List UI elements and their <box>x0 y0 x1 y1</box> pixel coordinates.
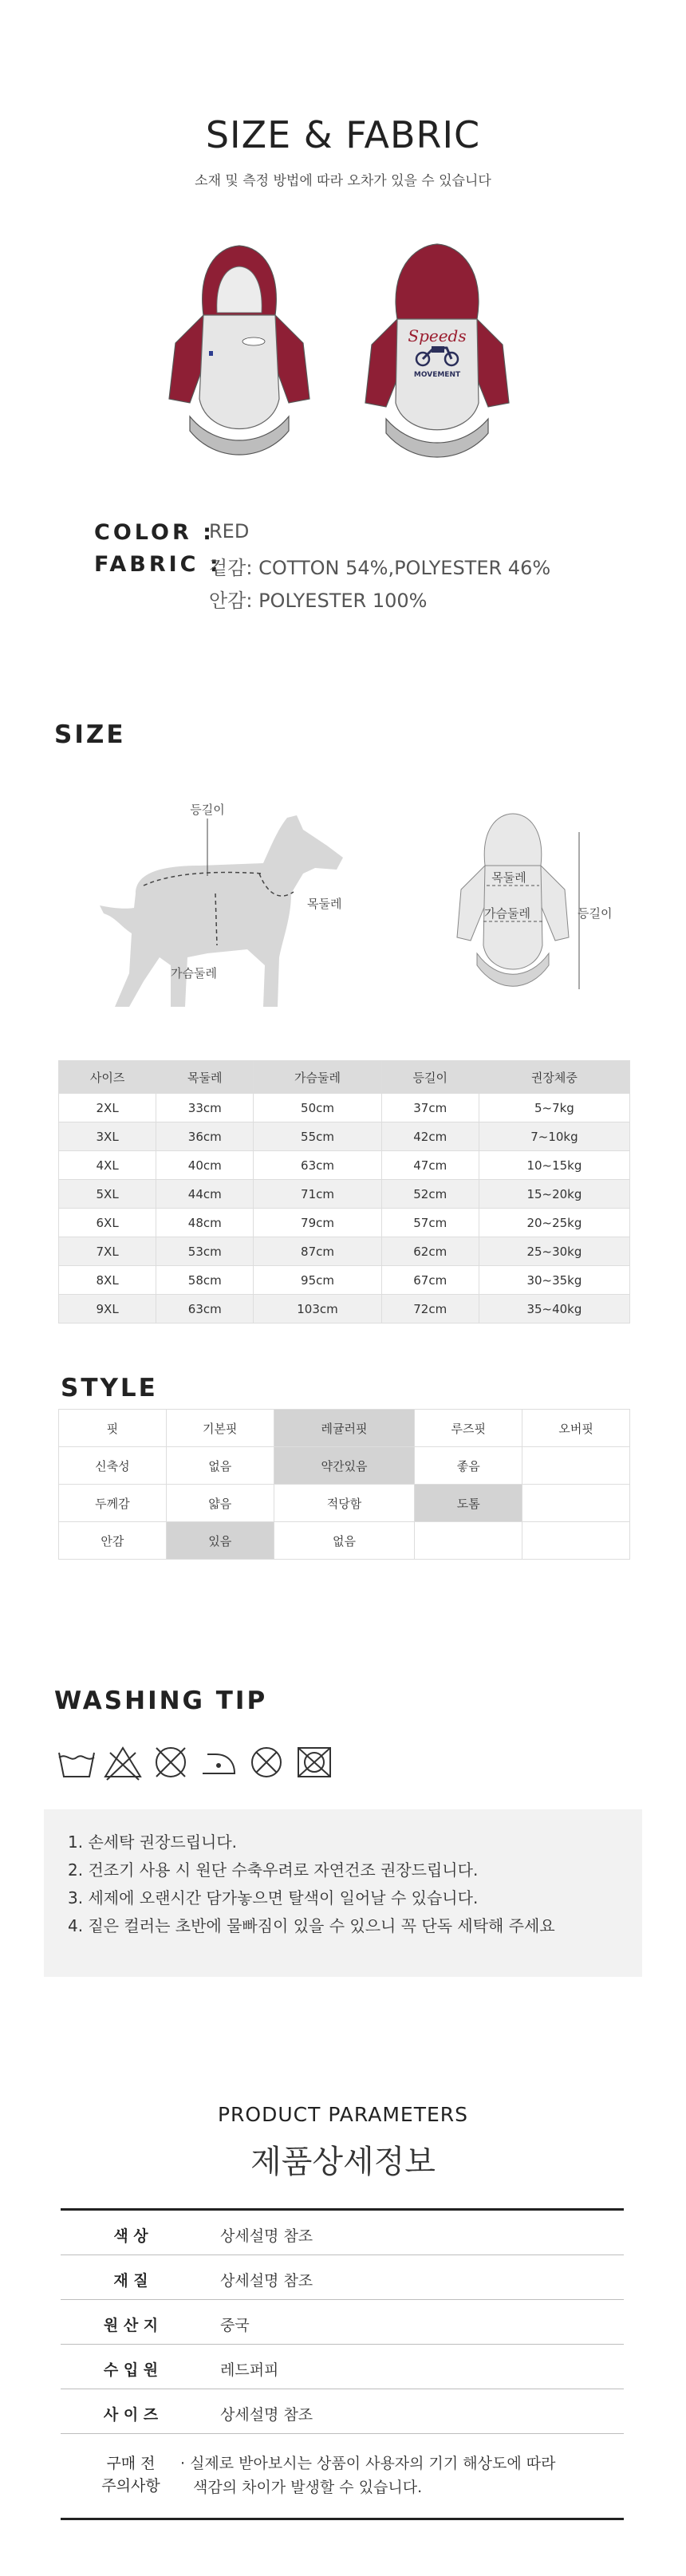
table-cell: 5XL <box>59 1180 156 1209</box>
column-header: 권장체중 <box>479 1061 629 1094</box>
hoodie-graphic-text: Speeds <box>408 326 467 345</box>
table-cell: 47cm <box>381 1151 479 1180</box>
table-row <box>59 1447 630 1485</box>
table-row <box>59 1209 630 1237</box>
style-cell: 없음 <box>274 1522 415 1560</box>
washing-tip: 3. 세제에 오랜시간 담가놓으면 탈색이 일어날 수 있습니다. <box>68 1888 479 1907</box>
table-cell: 53cm <box>156 1237 254 1266</box>
params-key: 색 상 <box>113 2227 148 2245</box>
table-row <box>59 1122 630 1151</box>
table-row <box>59 1295 630 1324</box>
style-cell: 좋음 <box>415 1447 522 1485</box>
hand-wash-icon <box>59 1753 94 1777</box>
style-cell: 핏 <box>59 1410 167 1447</box>
size-table-header <box>59 1061 630 1094</box>
column-header: 가슴둘레 <box>254 1061 381 1094</box>
style-cell <box>522 1447 630 1485</box>
style-cell <box>415 1522 522 1560</box>
page-title: SIZE & FABRIC <box>205 113 481 156</box>
table-row <box>59 1485 630 1522</box>
params-notice-row <box>61 2434 624 2520</box>
style-cell: 두께감 <box>59 1485 167 1522</box>
table-cell: 36cm <box>156 1122 254 1151</box>
table-cell: 15~20kg <box>479 1180 629 1209</box>
table-cell: 2XL <box>59 1094 156 1122</box>
table-cell: 37cm <box>381 1094 479 1122</box>
size-heading: SIZE <box>54 720 126 749</box>
table-row <box>59 1522 630 1560</box>
page-subtitle: 소재 및 측정 방법에 따라 오차가 있을 수 있습니다 <box>195 173 491 189</box>
style-cell: 얇음 <box>166 1485 274 1522</box>
hoodie-back-image <box>357 239 517 479</box>
hoodie-measure-diagram <box>421 810 613 1017</box>
table-cell: 4XL <box>59 1151 156 1180</box>
table-cell: 44cm <box>156 1180 254 1209</box>
table-cell: 63cm <box>156 1295 254 1324</box>
table-cell: 8XL <box>59 1266 156 1295</box>
table-row <box>59 1151 630 1180</box>
table-row <box>59 1094 630 1122</box>
style-cell: 있음 <box>166 1522 274 1560</box>
table-cell: 3XL <box>59 1122 156 1151</box>
params-value: 레드퍼피 <box>220 2361 279 2379</box>
style-cell: 없음 <box>166 1447 274 1485</box>
svg-text:가슴둘레: 가슴둘레 <box>171 966 217 980</box>
dog-measure-diagram <box>88 798 351 1013</box>
table-cell: 25~30kg <box>479 1237 629 1266</box>
table-cell: 33cm <box>156 1094 254 1122</box>
svg-text:등길이: 등길이 <box>190 803 225 817</box>
style-table <box>58 1409 630 1560</box>
table-cell: 5~7kg <box>479 1094 629 1122</box>
washing-tip: 1. 손세탁 권장드립니다. <box>68 1832 238 1852</box>
params-key: 재 질 <box>113 2272 148 2290</box>
fabric-label: FABRIC : <box>94 552 222 577</box>
params-row <box>61 2345 624 2389</box>
svg-text:목둘레: 목둘레 <box>491 870 526 885</box>
params-row <box>61 2389 624 2434</box>
table-cell: 6XL <box>59 1209 156 1237</box>
table-cell: 87cm <box>254 1237 381 1266</box>
params-value: 상세설명 참조 <box>220 2406 313 2424</box>
notice-value: 색감의 차이가 발생할 수 있습니다. <box>193 2479 423 2496</box>
table-cell: 35~40kg <box>479 1295 629 1324</box>
table-cell: 79cm <box>254 1209 381 1237</box>
no-bleach-icon <box>105 1748 140 1780</box>
washing-heading: WASHING TIP <box>54 1686 268 1715</box>
fabric-inner: 안감: POLYESTER 100% <box>209 590 428 612</box>
washing-tip: 4. 짙은 컬러는 초반에 물빠짐이 있을 수 있으니 꼭 단독 세탁해 주세요 <box>68 1916 555 1935</box>
table-cell: 30~35kg <box>479 1266 629 1295</box>
params-value: 상세설명 참조 <box>220 2227 313 2245</box>
params-value: 중국 <box>220 2317 250 2334</box>
style-cell: 루즈핏 <box>415 1410 522 1447</box>
notice-value: · 실제로 받아보시는 상품이 사용자의 기기 해상도에 따라 <box>180 2455 556 2472</box>
no-dry-clean-icon <box>252 1748 281 1777</box>
table-cell: 42cm <box>381 1122 479 1151</box>
table-row <box>59 1266 630 1295</box>
table-cell: 72cm <box>381 1295 479 1324</box>
table-cell: 55cm <box>254 1122 381 1151</box>
style-cell <box>522 1485 630 1522</box>
svg-text:등길이: 등길이 <box>578 906 613 921</box>
table-cell: 7XL <box>59 1237 156 1266</box>
params-row <box>61 2255 624 2300</box>
params-key: 사 이 즈 <box>103 2406 159 2424</box>
hoodie-graphic-subtext: MOVEMENT <box>413 371 461 379</box>
style-cell: 약간있음 <box>274 1447 415 1485</box>
params-row <box>61 2300 624 2345</box>
washing-tip: 2. 건조기 사용 시 원단 수축우려로 자연건조 권장드립니다. <box>68 1860 479 1880</box>
column-header: 등길이 <box>381 1061 479 1094</box>
table-cell: 40cm <box>156 1151 254 1180</box>
style-cell: 레귤러핏 <box>274 1410 415 1447</box>
column-header: 목둘레 <box>156 1061 254 1094</box>
table-cell: 103cm <box>254 1295 381 1324</box>
style-heading: STYLE <box>61 1374 158 1402</box>
table-cell: 57cm <box>381 1209 479 1237</box>
washing-icons <box>56 1742 343 1783</box>
notice-key: 구매 전 <box>106 2455 156 2472</box>
params-row <box>61 2211 624 2255</box>
hoodie-front-image <box>160 239 319 479</box>
style-cell: 적당함 <box>274 1485 415 1522</box>
table-row <box>59 1410 630 1447</box>
color-label: COLOR : <box>94 520 215 545</box>
table-cell: 7~10kg <box>479 1122 629 1151</box>
table-cell: 20~25kg <box>479 1209 629 1237</box>
table-cell: 48cm <box>156 1209 254 1237</box>
params-title-kr: 제품상세정보 <box>250 2144 436 2180</box>
table-cell: 10~15kg <box>479 1151 629 1180</box>
table-cell: 52cm <box>381 1180 479 1209</box>
column-header: 사이즈 <box>59 1061 156 1094</box>
table-cell: 9XL <box>59 1295 156 1324</box>
svg-text:목둘레: 목둘레 <box>307 897 342 911</box>
table-cell: 67cm <box>381 1266 479 1295</box>
table-cell: 50cm <box>254 1094 381 1122</box>
table-cell: 58cm <box>156 1266 254 1295</box>
size-table <box>58 1060 630 1324</box>
table-cell: 95cm <box>254 1266 381 1295</box>
style-cell <box>522 1522 630 1560</box>
table-row <box>59 1180 630 1209</box>
notice-key: 주의사항 <box>101 2477 160 2495</box>
params-key: 원 산 지 <box>103 2317 159 2334</box>
style-cell: 신축성 <box>59 1447 167 1485</box>
no-wring-icon <box>298 1748 330 1777</box>
iron-low-icon <box>203 1754 235 1773</box>
params-value: 상세설명 참조 <box>220 2272 313 2290</box>
color-value: RED <box>209 520 250 542</box>
params-title-en: PRODUCT PARAMETERS <box>217 2103 469 2126</box>
style-cell: 기본핏 <box>166 1410 274 1447</box>
params-key: 수 입 원 <box>103 2361 159 2379</box>
table-cell: 62cm <box>381 1237 479 1266</box>
style-cell: 도톰 <box>415 1485 522 1522</box>
table-row <box>59 1237 630 1266</box>
style-cell: 안감 <box>59 1522 167 1560</box>
style-cell: 오버핏 <box>522 1410 630 1447</box>
no-tumble-dry-icon <box>156 1748 185 1777</box>
fabric-outer: 겉감: COTTON 54%,POLYESTER 46% <box>209 557 551 579</box>
table-cell: 71cm <box>254 1180 381 1209</box>
table-cell: 63cm <box>254 1151 381 1180</box>
svg-text:가슴둘레: 가슴둘레 <box>484 906 530 921</box>
